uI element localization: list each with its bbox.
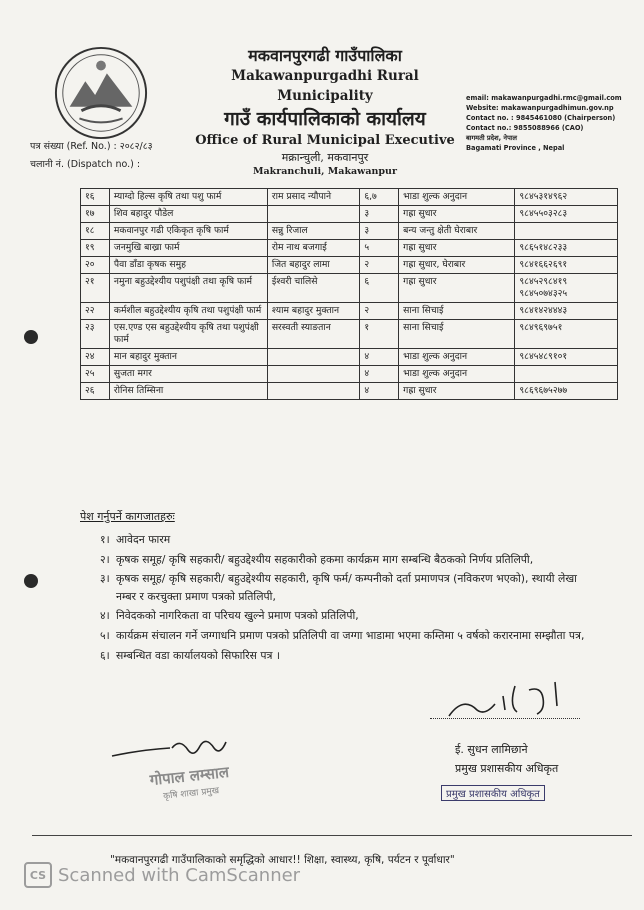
ward-cell <box>360 189 399 206</box>
footer-slogan: "मकवानपुरगढी गाउँपालिकाको समृद्धिको आधार!! शिक्षा, स्वास्थ्य, कृषि, पर्यटन र पूर्वाधार" <box>110 854 455 866</box>
phone-cell-text: ९८४५४८९१०१ <box>519 351 568 362</box>
person-cell <box>267 189 360 206</box>
program-cell <box>399 274 515 303</box>
serial-cell-text: २१ <box>85 276 95 287</box>
program-cell <box>399 189 515 206</box>
program-cell-text: गह्रा सुधार <box>403 385 437 396</box>
name-cell <box>109 223 267 240</box>
name-cell <box>109 257 267 274</box>
phone-cell-text: ९८४१४२४४४३ <box>519 305 568 316</box>
program-cell-text: भाडा शुल्क अनुदान <box>403 191 468 202</box>
camscanner-watermark <box>24 862 300 888</box>
name-cell-text: मकवानपुर गढी एकिकृत कृषि फार्म <box>113 225 229 236</box>
program-cell-text: बन्य जन्तु क्षेती घेराबार <box>403 225 478 236</box>
ward-cell-text: ६,७ <box>364 191 377 202</box>
list-item-number: ३। <box>100 572 110 586</box>
serial-cell <box>81 206 110 223</box>
person-cell <box>267 366 360 383</box>
table-row <box>81 206 618 223</box>
contact-info <box>466 93 642 153</box>
serial-cell-text: १७ <box>85 208 95 219</box>
phone-cell <box>515 320 618 349</box>
serial-cell <box>81 383 110 400</box>
ward-cell-text: २ <box>364 259 370 270</box>
email: email: makawanpurgadhi.rmc@gmail.com <box>466 94 622 102</box>
name-cell-text: एस.एण्ड एस बहुउद्देश्यीय कृषि तथा पशुपंक्षी फार्म <box>113 322 259 345</box>
phone-cell-text: ९८६९६७५२७७ <box>519 385 568 396</box>
list-item <box>100 531 590 549</box>
ward-cell-text: १ <box>364 322 370 333</box>
camscanner-icon: CS <box>24 862 52 888</box>
program-cell <box>399 223 515 240</box>
ward-cell <box>360 383 399 400</box>
serial-cell <box>81 349 110 366</box>
table-row <box>81 320 618 349</box>
phone-cell <box>515 223 618 240</box>
municipality-name-np: मकवानपुरगढी गाउँपालिका <box>248 46 402 65</box>
name-cell <box>109 383 267 400</box>
name-cell-text: म्याग्दो हिल्स कृषि तथा पशु फार्म <box>113 191 222 202</box>
signature-line <box>430 718 580 719</box>
list-item-text: कार्यक्रम संचालन गर्ने जग्गाधनि प्रमाण पत्रको प्रतिलिपी वा जग्गा भाडामा भएमा कम्तिमा ५ वर्षको करारनामा सम्झौता पत्र, <box>116 628 585 642</box>
list-item <box>100 570 590 605</box>
serial-cell <box>81 189 110 206</box>
name-cell <box>109 320 267 349</box>
name-cell <box>109 206 267 223</box>
phone-cell-text: ९८४५३१४९६२ <box>519 191 568 202</box>
ward-cell-text: २ <box>364 305 370 316</box>
ward-cell-text: ३ <box>364 208 370 219</box>
list-item-number: ६। <box>100 648 110 662</box>
serial-cell <box>81 223 110 240</box>
ward-cell-text: ४ <box>364 368 370 379</box>
name-cell <box>109 274 267 303</box>
footer-divider <box>32 835 632 836</box>
person-cell <box>267 303 360 320</box>
ref-number: पत्र संख्या (Ref. No.) : २०८२/८३ <box>30 141 153 152</box>
person-cell-text: श्याम बहादुर मुक्तान <box>271 305 340 316</box>
program-cell <box>399 303 515 320</box>
table-row <box>81 257 618 274</box>
list-item <box>100 551 590 569</box>
program-cell <box>399 366 515 383</box>
list-item-number: २। <box>100 552 110 566</box>
municipality-logo <box>52 44 150 142</box>
phone-cell-text: ९८४५२९८४१९ <box>519 276 568 287</box>
name-cell <box>109 240 267 257</box>
program-cell <box>399 206 515 223</box>
program-cell <box>399 320 515 349</box>
ward-cell <box>360 366 399 383</box>
list-item-number: ४। <box>100 609 110 623</box>
ward-cell <box>360 206 399 223</box>
watermark-text: Scanned with CamScanner <box>58 864 301 886</box>
person-cell <box>267 320 360 349</box>
name-cell-text: जनमुखि बाख्रा फार्म <box>113 242 180 253</box>
person-cell-text: जित बहादुर लामा <box>271 259 330 270</box>
signatory-designation: प्रमुख प्रशासकीय अधिकृत <box>455 762 559 775</box>
person-cell-text: ईश्वरी चालिसे <box>271 276 318 287</box>
signatory-name: ई. सुधन लामिछाने <box>455 743 528 756</box>
person-cell <box>267 349 360 366</box>
list-item <box>100 607 590 625</box>
list-item-text: कृषक समूह/ कृषि सहकारी/ बहुउद्देश्यीय सहकारीको हकमा कार्यक्रम माग सम्बन्धि बैठकको निर्णय प्रतिलिपी, <box>116 552 534 566</box>
name-cell-text: नमुना बहुउद्देश्यीय पशुपंक्षी तथा कृषि फार्म <box>113 276 252 287</box>
serial-cell-text: १९ <box>85 242 95 253</box>
phone-cell <box>515 257 618 274</box>
dispatch-number: चलानी नं. (Dispatch no.) : <box>30 159 141 170</box>
phone-cell <box>515 383 618 400</box>
list-item-number: ५। <box>100 628 110 642</box>
phone-cell <box>515 366 618 383</box>
contact-chairperson: Contact no. : 9845461080 (Chairperson) <box>466 114 616 122</box>
serial-cell-text: २४ <box>85 351 95 362</box>
person-cell <box>267 240 360 257</box>
name-cell <box>109 303 267 320</box>
phone-cell-text: ९८४९६९७५१ <box>519 322 563 333</box>
documents-title: पेश गर्नुपर्ने कागजातहरुः <box>80 510 175 523</box>
serial-cell <box>81 240 110 257</box>
website: Website: makawanpurgadhimun.gov.np <box>466 104 614 112</box>
serial-cell-text: २५ <box>85 368 95 379</box>
list-item-text: निवेदकको नागरिकता वा परिचय खुल्ने प्रमाण पत्रको प्रतिलिपी, <box>116 609 359 623</box>
province-en: Bagamati Province , Nepal <box>466 144 565 152</box>
list-item-text: सम्बन्धित वडा कार्यालयको सिफारिस पत्र । <box>116 648 281 662</box>
ward-cell <box>360 274 399 303</box>
phone-cell <box>515 240 618 257</box>
table-row <box>81 240 618 257</box>
list-item-text: कृषक समूह/ कृषि सहकारी/ बहुउद्देश्यीय सहकारी, कृषि फर्म/ कम्पनीको दर्ता प्रमाणपत्र (नविकरण भएको), स्थायी लेखा नम्बर र करचुक्ता प्रमाण पत्रको प्रतिलिपी, <box>116 572 577 603</box>
program-cell <box>399 240 515 257</box>
ward-cell-text: ६ <box>364 276 370 287</box>
ward-cell <box>360 320 399 349</box>
stamp-name: गोपाल लम्साल <box>148 762 230 790</box>
name-cell-text: रोनिस तिम्सिना <box>113 385 164 396</box>
list-item <box>100 627 590 645</box>
phone-cell <box>515 206 618 223</box>
program-cell-text: भाडा शुल्क अनुदान <box>403 368 468 379</box>
program-cell-text: साना सिचाई <box>403 322 444 333</box>
program-cell <box>399 349 515 366</box>
phone-cell-text: ९८४५०७४३२५ <box>519 288 568 299</box>
province-np: बागमती प्रदेश, नेपाल <box>466 134 518 142</box>
list-item-text: आवेदन फारम <box>116 533 171 546</box>
right-signature <box>445 676 575 721</box>
table-row <box>81 383 618 400</box>
contact-cao: Contact no.: 9855088966 (CAO) <box>466 124 584 132</box>
name-cell-text: कर्मशील बहुउद्देश्यीय कृषि तथा पशुपंक्षी फार्म <box>113 305 262 316</box>
serial-cell <box>81 320 110 349</box>
ward-cell <box>360 257 399 274</box>
table-row <box>81 366 618 383</box>
ward-cell-text: ४ <box>364 385 370 396</box>
program-cell-text: गह्रा सुधार, घेराबार <box>403 259 466 270</box>
ward-cell-text: ३ <box>364 225 370 236</box>
person-cell <box>267 274 360 303</box>
program-cell-text: गह्रा सुधार <box>403 208 437 219</box>
phone-cell <box>515 189 618 206</box>
ward-cell <box>360 240 399 257</box>
ward-cell <box>360 349 399 366</box>
list-item <box>100 647 590 665</box>
punch-hole <box>24 330 38 344</box>
cao-stamp: प्रमुख प्रशासकीय अधिकृत <box>441 785 545 801</box>
person-cell-text: रोम नाथ बजगाई <box>271 242 327 253</box>
program-cell-text: गह्रा सुधार <box>403 276 437 287</box>
documents-list <box>100 531 590 666</box>
person-cell-text: सन्नु रिजाल <box>271 225 308 236</box>
ward-cell-text: ५ <box>364 242 370 253</box>
ward-cell <box>360 223 399 240</box>
letterhead <box>190 46 460 179</box>
serial-cell-text: १८ <box>85 225 95 236</box>
program-cell <box>399 383 515 400</box>
person-cell-text: सरस्वती स्याङतान <box>271 322 331 333</box>
serial-cell-text: १६ <box>85 191 95 202</box>
address-np: मक्रान्चुली, मकवानपुर <box>281 151 369 164</box>
beneficiary-table <box>80 188 618 400</box>
program-cell-text: साना सिचाई <box>403 305 444 316</box>
name-cell-text: शिव बहादुर पौडेल <box>113 208 174 219</box>
table-row <box>81 303 618 320</box>
phone-cell-text: ९८६५१४८२३३ <box>519 242 568 253</box>
phone-cell <box>515 274 618 303</box>
table-row <box>81 349 618 366</box>
ward-cell <box>360 303 399 320</box>
signatory <box>455 740 558 778</box>
person-cell <box>267 206 360 223</box>
program-cell-text: भाडा शुल्क अनुदान <box>403 351 468 362</box>
person-cell <box>267 223 360 240</box>
punch-hole <box>24 574 38 588</box>
phone-cell-text: ९८४५५०३२८३ <box>519 208 568 219</box>
serial-cell <box>81 303 110 320</box>
name-cell <box>109 349 267 366</box>
serial-cell <box>81 257 110 274</box>
office-name-en: Office of Rural Municipal Executive <box>195 133 455 148</box>
name-cell-text: पैवा डाँडा कृषक समुह <box>113 259 186 270</box>
name-cell <box>109 366 267 383</box>
serial-cell <box>81 366 110 383</box>
office-name-np: गाउँ कार्यपालिकाको कार्यालय <box>224 108 426 130</box>
address-en: Makranchuli, Makawanpur <box>253 166 397 177</box>
person-cell-text: राम प्रसाद न्यौपाने <box>271 191 332 202</box>
table-row <box>81 189 618 206</box>
list-item-number: १। <box>100 533 110 546</box>
program-cell <box>399 257 515 274</box>
table-row <box>81 274 618 303</box>
serial-cell-text: २२ <box>85 305 95 316</box>
name-cell-text: मान बहादुर मुक्तान <box>113 351 177 362</box>
program-cell-text: गह्रा सुधार <box>403 242 437 253</box>
serial-cell-text: २६ <box>85 385 95 396</box>
serial-cell-text: २० <box>85 259 95 270</box>
serial-cell <box>81 274 110 303</box>
phone-cell <box>515 303 618 320</box>
phone-cell-text: ९८४१६६२६९१ <box>519 259 568 270</box>
serial-cell-text: २३ <box>85 322 95 333</box>
ward-cell-text: ४ <box>364 351 370 362</box>
name-cell-text: सुजता मगर <box>113 368 152 379</box>
left-signature <box>110 728 230 768</box>
person-cell <box>267 383 360 400</box>
phone-cell <box>515 349 618 366</box>
municipality-name-en: Makawanpurgadhi Rural Municipality <box>231 68 419 104</box>
table-row <box>81 223 618 240</box>
reference-block <box>30 138 153 174</box>
name-cell <box>109 189 267 206</box>
stamp-role: कृषि शाखा प्रमुख <box>162 786 220 802</box>
person-cell <box>267 257 360 274</box>
